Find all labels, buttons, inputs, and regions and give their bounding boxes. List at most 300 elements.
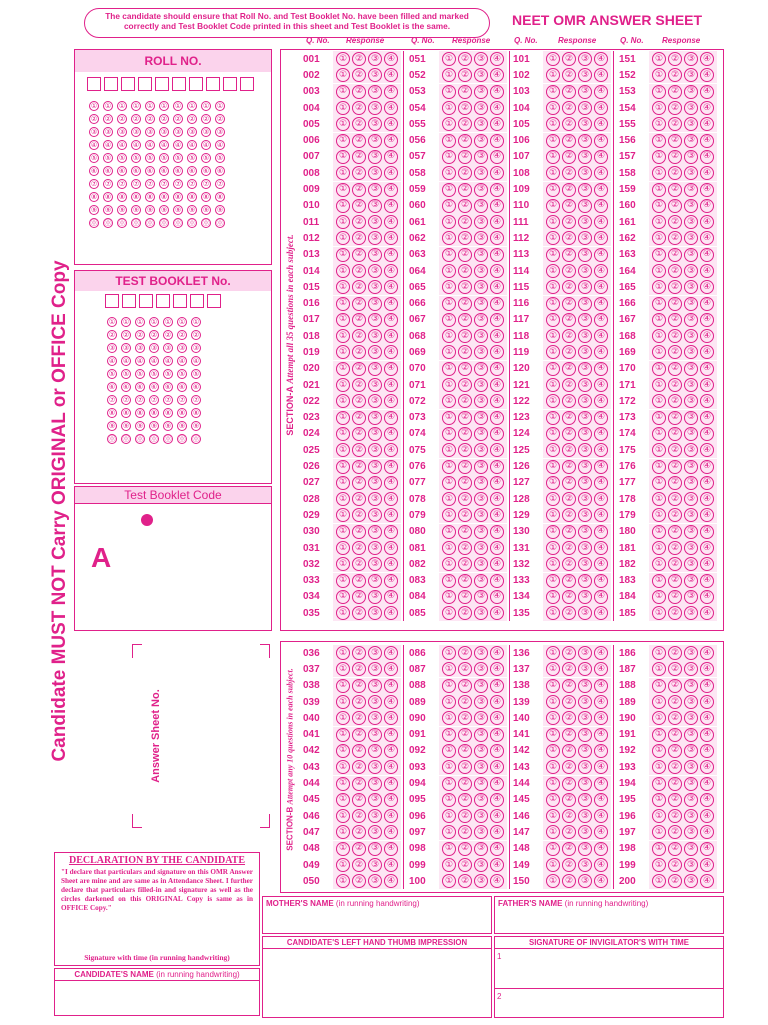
roll-no-digit-box[interactable] xyxy=(138,77,152,91)
option-bubble-3[interactable]: ③ xyxy=(368,411,382,425)
option-bubble-3[interactable]: ③ xyxy=(684,646,698,660)
option-bubble-2[interactable]: ② xyxy=(668,842,682,856)
option-bubble-4[interactable]: ④ xyxy=(490,744,504,758)
option-bubble-1[interactable]: ① xyxy=(652,874,666,888)
option-bubble-4[interactable]: ④ xyxy=(594,508,608,522)
option-bubble-1[interactable]: ① xyxy=(652,183,666,197)
option-bubble-3[interactable]: ③ xyxy=(684,394,698,408)
option-bubble-2[interactable]: ② xyxy=(562,85,576,99)
option-bubble-1[interactable]: ① xyxy=(442,394,456,408)
roll-no-bubble-3[interactable]: ③ xyxy=(202,127,210,136)
roll-no-bubble-8[interactable]: ⑧ xyxy=(160,192,168,201)
option-bubble-4[interactable]: ④ xyxy=(594,646,608,660)
option-bubble-4[interactable]: ④ xyxy=(384,199,398,213)
option-bubble-2[interactable]: ② xyxy=(562,394,576,408)
option-bubble-3[interactable]: ③ xyxy=(474,492,488,506)
option-bubble-3[interactable]: ③ xyxy=(368,646,382,660)
option-bubble-1[interactable]: ① xyxy=(336,313,350,327)
option-bubble-1[interactable]: ① xyxy=(652,541,666,555)
option-bubble-1[interactable]: ① xyxy=(546,809,560,823)
option-bubble-3[interactable]: ③ xyxy=(684,842,698,856)
option-bubble-4[interactable]: ④ xyxy=(594,760,608,774)
option-bubble-2[interactable]: ② xyxy=(352,476,366,490)
option-bubble-2[interactable]: ② xyxy=(668,777,682,791)
option-bubble-1[interactable]: ① xyxy=(652,525,666,539)
option-bubble-1[interactable]: ① xyxy=(336,711,350,725)
option-bubble-2[interactable]: ② xyxy=(562,150,576,164)
option-bubble-4[interactable]: ④ xyxy=(490,166,504,180)
option-bubble-2[interactable]: ② xyxy=(458,297,472,311)
option-bubble-4[interactable]: ④ xyxy=(384,411,398,425)
option-bubble-1[interactable]: ① xyxy=(442,329,456,343)
option-bubble-1[interactable]: ① xyxy=(336,777,350,791)
option-bubble-2[interactable]: ② xyxy=(458,231,472,245)
option-bubble-4[interactable]: ④ xyxy=(490,858,504,872)
option-bubble-3[interactable]: ③ xyxy=(684,557,698,571)
option-bubble-1[interactable]: ① xyxy=(442,744,456,758)
option-bubble-3[interactable]: ③ xyxy=(578,744,592,758)
roll-no-bubble-6[interactable]: ⑥ xyxy=(104,166,112,175)
booklet-no-bubble-4[interactable]: ④ xyxy=(192,356,200,365)
option-bubble-1[interactable]: ① xyxy=(336,329,350,343)
roll-no-bubble-0[interactable]: ⓪ xyxy=(174,218,182,227)
booklet-no-bubble-0[interactable]: ⓪ xyxy=(178,434,186,443)
option-bubble-2[interactable]: ② xyxy=(562,476,576,490)
option-bubble-4[interactable]: ④ xyxy=(384,101,398,115)
option-bubble-2[interactable]: ② xyxy=(352,362,366,376)
roll-no-digit-box[interactable] xyxy=(223,77,237,91)
option-bubble-4[interactable]: ④ xyxy=(700,117,714,131)
roll-no-bubble-1[interactable]: ① xyxy=(216,101,224,110)
option-bubble-2[interactable]: ② xyxy=(562,508,576,522)
option-bubble-3[interactable]: ③ xyxy=(684,427,698,441)
option-bubble-3[interactable]: ③ xyxy=(578,842,592,856)
option-bubble-4[interactable]: ④ xyxy=(384,574,398,588)
booklet-no-bubble-6[interactable]: ⑥ xyxy=(192,382,200,391)
option-bubble-1[interactable]: ① xyxy=(442,117,456,131)
option-bubble-4[interactable]: ④ xyxy=(490,85,504,99)
option-bubble-4[interactable]: ④ xyxy=(490,525,504,539)
option-bubble-2[interactable]: ② xyxy=(668,117,682,131)
option-bubble-3[interactable]: ③ xyxy=(578,874,592,888)
option-bubble-2[interactable]: ② xyxy=(562,199,576,213)
option-bubble-4[interactable]: ④ xyxy=(700,329,714,343)
option-bubble-3[interactable]: ③ xyxy=(578,427,592,441)
option-bubble-1[interactable]: ① xyxy=(442,443,456,457)
option-bubble-4[interactable]: ④ xyxy=(490,793,504,807)
option-bubble-2[interactable]: ② xyxy=(458,711,472,725)
option-bubble-1[interactable]: ① xyxy=(546,297,560,311)
roll-no-bubble-6[interactable]: ⑥ xyxy=(216,166,224,175)
option-bubble-3[interactable]: ③ xyxy=(474,150,488,164)
roll-no-bubble-6[interactable]: ⑥ xyxy=(90,166,98,175)
option-bubble-2[interactable]: ② xyxy=(668,215,682,229)
option-bubble-3[interactable]: ③ xyxy=(578,557,592,571)
option-bubble-4[interactable]: ④ xyxy=(490,297,504,311)
option-bubble-1[interactable]: ① xyxy=(442,646,456,660)
option-bubble-2[interactable]: ② xyxy=(562,760,576,774)
roll-no-bubble-1[interactable]: ① xyxy=(160,101,168,110)
option-bubble-1[interactable]: ① xyxy=(652,280,666,294)
roll-no-bubble-3[interactable]: ③ xyxy=(188,127,196,136)
roll-no-bubble-2[interactable]: ② xyxy=(174,114,182,123)
roll-no-bubble-1[interactable]: ① xyxy=(202,101,210,110)
option-bubble-1[interactable]: ① xyxy=(652,199,666,213)
option-bubble-2[interactable]: ② xyxy=(352,777,366,791)
option-bubble-2[interactable]: ② xyxy=(458,508,472,522)
roll-no-bubble-2[interactable]: ② xyxy=(132,114,140,123)
option-bubble-2[interactable]: ② xyxy=(668,809,682,823)
option-bubble-3[interactable]: ③ xyxy=(578,264,592,278)
option-bubble-3[interactable]: ③ xyxy=(684,411,698,425)
option-bubble-1[interactable]: ① xyxy=(442,825,456,839)
option-bubble-3[interactable]: ③ xyxy=(368,842,382,856)
booklet-no-bubble-3[interactable]: ③ xyxy=(136,343,144,352)
option-bubble-2[interactable]: ② xyxy=(668,557,682,571)
roll-no-bubble-1[interactable]: ① xyxy=(174,101,182,110)
option-bubble-4[interactable]: ④ xyxy=(700,525,714,539)
option-bubble-3[interactable]: ③ xyxy=(368,508,382,522)
option-bubble-4[interactable]: ④ xyxy=(700,68,714,82)
option-bubble-4[interactable]: ④ xyxy=(384,231,398,245)
option-bubble-2[interactable]: ② xyxy=(458,264,472,278)
booklet-no-bubble-2[interactable]: ② xyxy=(150,330,158,339)
option-bubble-2[interactable]: ② xyxy=(458,150,472,164)
option-bubble-4[interactable]: ④ xyxy=(700,793,714,807)
option-bubble-3[interactable]: ③ xyxy=(684,809,698,823)
booklet-no-bubble-6[interactable]: ⑥ xyxy=(178,382,186,391)
option-bubble-1[interactable]: ① xyxy=(652,427,666,441)
booklet-no-bubble-5[interactable]: ⑤ xyxy=(178,369,186,378)
option-bubble-2[interactable]: ② xyxy=(562,101,576,115)
booklet-no-bubble-0[interactable]: ⓪ xyxy=(150,434,158,443)
option-bubble-3[interactable]: ③ xyxy=(368,345,382,359)
option-bubble-1[interactable]: ① xyxy=(442,199,456,213)
option-bubble-3[interactable]: ③ xyxy=(578,345,592,359)
option-bubble-4[interactable]: ④ xyxy=(594,809,608,823)
option-bubble-3[interactable]: ③ xyxy=(474,606,488,620)
booklet-no-bubble-1[interactable]: ① xyxy=(178,317,186,326)
option-bubble-2[interactable]: ② xyxy=(562,166,576,180)
option-bubble-4[interactable]: ④ xyxy=(490,679,504,693)
option-bubble-4[interactable]: ④ xyxy=(594,313,608,327)
option-bubble-4[interactable]: ④ xyxy=(490,411,504,425)
option-bubble-4[interactable]: ④ xyxy=(384,427,398,441)
option-bubble-1[interactable]: ① xyxy=(442,842,456,856)
option-bubble-3[interactable]: ③ xyxy=(684,492,698,506)
option-bubble-4[interactable]: ④ xyxy=(490,874,504,888)
option-bubble-2[interactable]: ② xyxy=(458,744,472,758)
roll-no-bubble-7[interactable]: ⑦ xyxy=(174,179,182,188)
option-bubble-1[interactable]: ① xyxy=(442,427,456,441)
option-bubble-1[interactable]: ① xyxy=(442,590,456,604)
option-bubble-3[interactable]: ③ xyxy=(684,508,698,522)
option-bubble-2[interactable]: ② xyxy=(352,744,366,758)
option-bubble-1[interactable]: ① xyxy=(442,166,456,180)
option-bubble-1[interactable]: ① xyxy=(546,508,560,522)
option-bubble-3[interactable]: ③ xyxy=(474,760,488,774)
option-bubble-4[interactable]: ④ xyxy=(700,248,714,262)
option-bubble-1[interactable]: ① xyxy=(652,166,666,180)
option-bubble-2[interactable]: ② xyxy=(458,825,472,839)
option-bubble-1[interactable]: ① xyxy=(546,842,560,856)
option-bubble-1[interactable]: ① xyxy=(652,744,666,758)
option-bubble-4[interactable]: ④ xyxy=(384,557,398,571)
option-bubble-3[interactable]: ③ xyxy=(474,427,488,441)
roll-no-bubble-2[interactable]: ② xyxy=(118,114,126,123)
option-bubble-2[interactable]: ② xyxy=(458,248,472,262)
option-bubble-3[interactable]: ③ xyxy=(474,777,488,791)
roll-no-bubble-8[interactable]: ⑧ xyxy=(146,192,154,201)
option-bubble-1[interactable]: ① xyxy=(652,777,666,791)
option-bubble-4[interactable]: ④ xyxy=(384,215,398,229)
option-bubble-4[interactable]: ④ xyxy=(490,476,504,490)
option-bubble-1[interactable]: ① xyxy=(546,711,560,725)
option-bubble-4[interactable]: ④ xyxy=(384,443,398,457)
option-bubble-1[interactable]: ① xyxy=(546,166,560,180)
roll-no-bubble-4[interactable]: ④ xyxy=(174,140,182,149)
option-bubble-3[interactable]: ③ xyxy=(474,280,488,294)
option-bubble-1[interactable]: ① xyxy=(546,264,560,278)
option-bubble-4[interactable]: ④ xyxy=(490,378,504,392)
option-bubble-4[interactable]: ④ xyxy=(594,280,608,294)
option-bubble-3[interactable]: ③ xyxy=(684,476,698,490)
option-bubble-1[interactable]: ① xyxy=(442,695,456,709)
option-bubble-4[interactable]: ④ xyxy=(384,476,398,490)
roll-no-bubble-6[interactable]: ⑥ xyxy=(174,166,182,175)
option-bubble-4[interactable]: ④ xyxy=(384,52,398,66)
booklet-no-bubble-4[interactable]: ④ xyxy=(164,356,172,365)
option-bubble-1[interactable]: ① xyxy=(336,728,350,742)
option-bubble-2[interactable]: ② xyxy=(562,280,576,294)
option-bubble-3[interactable]: ③ xyxy=(368,166,382,180)
option-bubble-3[interactable]: ③ xyxy=(474,166,488,180)
option-bubble-1[interactable]: ① xyxy=(546,411,560,425)
option-bubble-2[interactable]: ② xyxy=(668,760,682,774)
roll-no-bubble-3[interactable]: ③ xyxy=(118,127,126,136)
option-bubble-4[interactable]: ④ xyxy=(384,744,398,758)
roll-no-bubble-2[interactable]: ② xyxy=(202,114,210,123)
roll-no-digit-box[interactable] xyxy=(206,77,220,91)
option-bubble-4[interactable]: ④ xyxy=(384,329,398,343)
option-bubble-3[interactable]: ③ xyxy=(474,590,488,604)
roll-no-bubble-8[interactable]: ⑧ xyxy=(188,192,196,201)
option-bubble-3[interactable]: ③ xyxy=(368,760,382,774)
option-bubble-1[interactable]: ① xyxy=(442,313,456,327)
booklet-no-bubble-0[interactable]: ⓪ xyxy=(164,434,172,443)
option-bubble-1[interactable]: ① xyxy=(652,297,666,311)
option-bubble-4[interactable]: ④ xyxy=(594,411,608,425)
option-bubble-3[interactable]: ③ xyxy=(684,443,698,457)
option-bubble-4[interactable]: ④ xyxy=(490,345,504,359)
option-bubble-1[interactable]: ① xyxy=(546,858,560,872)
option-bubble-1[interactable]: ① xyxy=(652,476,666,490)
option-bubble-3[interactable]: ③ xyxy=(368,728,382,742)
option-bubble-4[interactable]: ④ xyxy=(700,280,714,294)
roll-no-bubble-3[interactable]: ③ xyxy=(104,127,112,136)
roll-no-bubble-6[interactable]: ⑥ xyxy=(132,166,140,175)
option-bubble-2[interactable]: ② xyxy=(352,443,366,457)
option-bubble-2[interactable]: ② xyxy=(352,793,366,807)
option-bubble-3[interactable]: ③ xyxy=(368,679,382,693)
option-bubble-2[interactable]: ② xyxy=(352,427,366,441)
roll-no-bubble-9[interactable]: ⑨ xyxy=(216,205,224,214)
option-bubble-2[interactable]: ② xyxy=(562,744,576,758)
option-bubble-3[interactable]: ③ xyxy=(368,695,382,709)
option-bubble-1[interactable]: ① xyxy=(336,362,350,376)
option-bubble-1[interactable]: ① xyxy=(336,541,350,555)
option-bubble-3[interactable]: ③ xyxy=(368,427,382,441)
booklet-no-bubble-9[interactable]: ⑨ xyxy=(164,421,172,430)
option-bubble-2[interactable]: ② xyxy=(668,541,682,555)
option-bubble-2[interactable]: ② xyxy=(352,825,366,839)
option-bubble-3[interactable]: ③ xyxy=(368,476,382,490)
option-bubble-2[interactable]: ② xyxy=(562,590,576,604)
option-bubble-1[interactable]: ① xyxy=(336,85,350,99)
option-bubble-4[interactable]: ④ xyxy=(384,525,398,539)
option-bubble-4[interactable]: ④ xyxy=(490,557,504,571)
option-bubble-3[interactable]: ③ xyxy=(684,362,698,376)
option-bubble-1[interactable]: ① xyxy=(336,378,350,392)
option-bubble-4[interactable]: ④ xyxy=(490,101,504,115)
option-bubble-4[interactable]: ④ xyxy=(594,101,608,115)
option-bubble-3[interactable]: ③ xyxy=(474,874,488,888)
option-bubble-3[interactable]: ③ xyxy=(684,199,698,213)
option-bubble-3[interactable]: ③ xyxy=(474,460,488,474)
roll-no-bubble-7[interactable]: ⑦ xyxy=(188,179,196,188)
option-bubble-2[interactable]: ② xyxy=(352,460,366,474)
option-bubble-2[interactable]: ② xyxy=(562,313,576,327)
option-bubble-3[interactable]: ③ xyxy=(474,557,488,571)
option-bubble-1[interactable]: ① xyxy=(652,460,666,474)
option-bubble-2[interactable]: ② xyxy=(562,695,576,709)
option-bubble-3[interactable]: ③ xyxy=(474,662,488,676)
invigilator-slot-1[interactable] xyxy=(495,949,723,989)
roll-no-bubble-9[interactable]: ⑨ xyxy=(132,205,140,214)
option-bubble-4[interactable]: ④ xyxy=(700,460,714,474)
option-bubble-1[interactable]: ① xyxy=(336,695,350,709)
option-bubble-2[interactable]: ② xyxy=(668,460,682,474)
option-bubble-2[interactable]: ② xyxy=(668,264,682,278)
option-bubble-4[interactable]: ④ xyxy=(594,264,608,278)
option-bubble-2[interactable]: ② xyxy=(458,662,472,676)
option-bubble-2[interactable]: ② xyxy=(668,85,682,99)
option-bubble-4[interactable]: ④ xyxy=(384,508,398,522)
option-bubble-1[interactable]: ① xyxy=(652,150,666,164)
option-bubble-4[interactable]: ④ xyxy=(490,231,504,245)
option-bubble-2[interactable]: ② xyxy=(352,809,366,823)
roll-no-bubble-5[interactable]: ⑤ xyxy=(132,153,140,162)
option-bubble-3[interactable]: ③ xyxy=(684,313,698,327)
option-bubble-3[interactable]: ③ xyxy=(684,874,698,888)
option-bubble-1[interactable]: ① xyxy=(442,809,456,823)
roll-no-bubble-grid[interactable] xyxy=(75,97,271,228)
option-bubble-3[interactable]: ③ xyxy=(578,166,592,180)
option-bubble-2[interactable]: ② xyxy=(668,362,682,376)
option-bubble-2[interactable]: ② xyxy=(458,590,472,604)
option-bubble-2[interactable]: ② xyxy=(562,378,576,392)
option-bubble-2[interactable]: ② xyxy=(668,183,682,197)
option-bubble-3[interactable]: ③ xyxy=(368,297,382,311)
option-bubble-3[interactable]: ③ xyxy=(578,858,592,872)
option-bubble-4[interactable]: ④ xyxy=(700,646,714,660)
booklet-no-bubble-5[interactable]: ⑤ xyxy=(192,369,200,378)
option-bubble-1[interactable]: ① xyxy=(336,606,350,620)
option-bubble-2[interactable]: ② xyxy=(562,825,576,839)
option-bubble-4[interactable]: ④ xyxy=(700,557,714,571)
booklet-no-digit-box[interactable] xyxy=(207,294,221,308)
roll-no-bubble-8[interactable]: ⑧ xyxy=(202,192,210,201)
option-bubble-1[interactable]: ① xyxy=(336,199,350,213)
option-bubble-2[interactable]: ② xyxy=(668,150,682,164)
option-bubble-3[interactable]: ③ xyxy=(368,329,382,343)
option-bubble-4[interactable]: ④ xyxy=(700,134,714,148)
option-bubble-4[interactable]: ④ xyxy=(384,117,398,131)
option-bubble-3[interactable]: ③ xyxy=(368,777,382,791)
booklet-no-digit-box[interactable] xyxy=(139,294,153,308)
option-bubble-1[interactable]: ① xyxy=(652,411,666,425)
option-bubble-1[interactable]: ① xyxy=(546,606,560,620)
option-bubble-2[interactable]: ② xyxy=(562,248,576,262)
option-bubble-2[interactable]: ② xyxy=(668,313,682,327)
option-bubble-1[interactable]: ① xyxy=(442,858,456,872)
option-bubble-1[interactable]: ① xyxy=(336,874,350,888)
option-bubble-4[interactable]: ④ xyxy=(490,728,504,742)
option-bubble-4[interactable]: ④ xyxy=(594,557,608,571)
option-bubble-2[interactable]: ② xyxy=(458,427,472,441)
option-bubble-3[interactable]: ③ xyxy=(684,679,698,693)
option-bubble-3[interactable]: ③ xyxy=(368,809,382,823)
option-bubble-3[interactable]: ③ xyxy=(368,744,382,758)
roll-no-bubble-4[interactable]: ④ xyxy=(132,140,140,149)
option-bubble-3[interactable]: ③ xyxy=(474,809,488,823)
option-bubble-3[interactable]: ③ xyxy=(368,711,382,725)
option-bubble-2[interactable]: ② xyxy=(668,297,682,311)
option-bubble-4[interactable]: ④ xyxy=(490,215,504,229)
booklet-no-digit-box[interactable] xyxy=(156,294,170,308)
option-bubble-3[interactable]: ③ xyxy=(684,134,698,148)
roll-no-bubble-0[interactable]: ⓪ xyxy=(216,218,224,227)
option-bubble-1[interactable]: ① xyxy=(442,411,456,425)
option-bubble-1[interactable]: ① xyxy=(652,662,666,676)
option-bubble-1[interactable]: ① xyxy=(652,711,666,725)
option-bubble-1[interactable]: ① xyxy=(546,874,560,888)
option-bubble-1[interactable]: ① xyxy=(442,711,456,725)
option-bubble-3[interactable]: ③ xyxy=(578,825,592,839)
option-bubble-1[interactable]: ① xyxy=(336,183,350,197)
option-bubble-2[interactable]: ② xyxy=(352,874,366,888)
option-bubble-3[interactable]: ③ xyxy=(578,362,592,376)
option-bubble-4[interactable]: ④ xyxy=(594,231,608,245)
option-bubble-4[interactable]: ④ xyxy=(490,460,504,474)
option-bubble-4[interactable]: ④ xyxy=(594,85,608,99)
option-bubble-4[interactable]: ④ xyxy=(384,394,398,408)
option-bubble-3[interactable]: ③ xyxy=(368,183,382,197)
option-bubble-2[interactable]: ② xyxy=(562,728,576,742)
option-bubble-1[interactable]: ① xyxy=(546,150,560,164)
option-bubble-3[interactable]: ③ xyxy=(578,68,592,82)
option-bubble-3[interactable]: ③ xyxy=(684,231,698,245)
option-bubble-3[interactable]: ③ xyxy=(578,183,592,197)
option-bubble-1[interactable]: ① xyxy=(652,508,666,522)
option-bubble-2[interactable]: ② xyxy=(458,793,472,807)
option-bubble-3[interactable]: ③ xyxy=(368,874,382,888)
roll-no-bubble-3[interactable]: ③ xyxy=(174,127,182,136)
option-bubble-1[interactable]: ① xyxy=(652,101,666,115)
option-bubble-2[interactable]: ② xyxy=(352,492,366,506)
option-bubble-3[interactable]: ③ xyxy=(578,662,592,676)
option-bubble-4[interactable]: ④ xyxy=(490,646,504,660)
